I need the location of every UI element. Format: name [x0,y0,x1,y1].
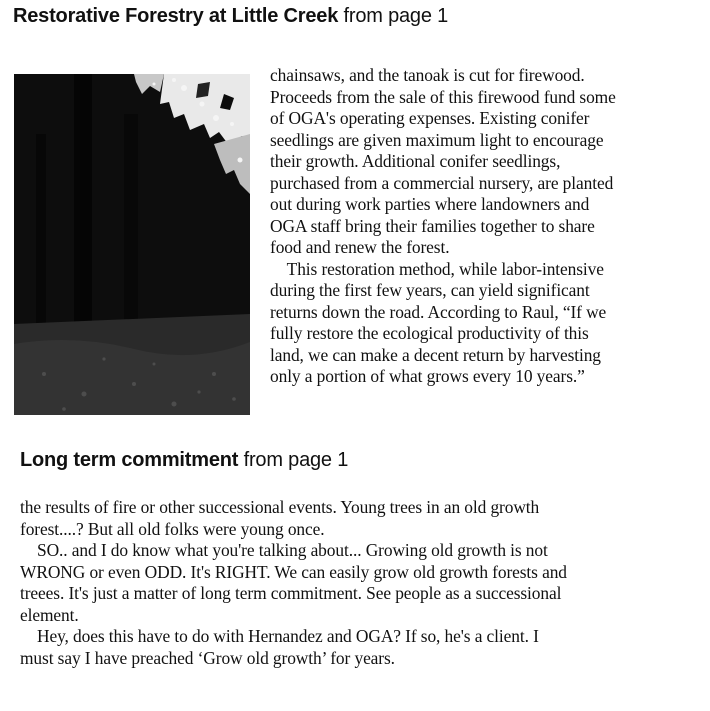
text-line: must say I have preached ‘Grow old growth’ for years. [20,647,395,668]
text-line: only a portion of what grows every 10 years.” [270,366,585,386]
text-line: treees. It's just a matter of long term commitment. See people as a successional [20,583,562,603]
text-line: out during work parties where landowners and [270,194,590,214]
article-1-headline [13,4,448,28]
article-2-headline-title: Long term commitment [20,449,239,471]
article-1-paragraph-2 [270,259,710,388]
article-1-paragraph-1 [270,65,710,259]
article-2-paragraph-2 [20,540,710,626]
text-line: This restoration method, while labor-intensive [270,258,604,279]
text-line: food and renew the forest. [270,237,450,257]
article-2-headline [20,448,348,472]
text-line: seedlings are given maximum light to encourage [270,129,604,150]
text-line: land, we can make a decent return by harvesting [270,344,601,365]
text-line: WRONG or even ODD. It's RIGHT. We can easily grow old growth forests and [20,561,567,582]
text-line: their growth. Additional conifer seedlings, [270,151,561,171]
text-line: the results of fire or other successional events. Young trees in an old growth [20,497,540,517]
text-line: OGA staff bring their families together to share [270,215,595,236]
article-1-body [270,65,710,388]
text-line: element. [20,604,79,625]
text-line: of OGA's operating expenses. Existing conifer [270,108,590,128]
article-1-headline-continuation: from page 1 [338,5,449,27]
text-line: SO.. and I do know what you're talking about... Growing old growth is not [20,540,548,560]
text-line: Proceeds from the sale of this firewood fund some [270,86,616,107]
text-line: forest....? But all old folks were young once. [20,518,325,539]
text-line: chainsaws, and the tanoak is cut for firewood. [270,65,585,85]
article-2-paragraph-1 [20,497,710,540]
article-2-headline-continuation: from page 1 [238,449,349,471]
article-2-paragraph-3 [20,626,710,669]
forest-photo-image [14,74,250,415]
text-line: returns down the road. According to Raul, “If we [270,301,607,322]
text-line: fully restore the ecological productivity of this [270,323,589,343]
article-1-headline-title: Restorative Forestry at Little Creek [13,5,339,27]
text-line: Hey, does this have to do with Hernandez and OGA? If so, he's a client. I [20,626,539,646]
text-line: during the first few years, can yield significant [270,280,590,300]
forest-photo [14,74,250,415]
article-2-body [20,497,710,669]
text-line: purchased from a commercial nursery, are planted [270,172,614,193]
